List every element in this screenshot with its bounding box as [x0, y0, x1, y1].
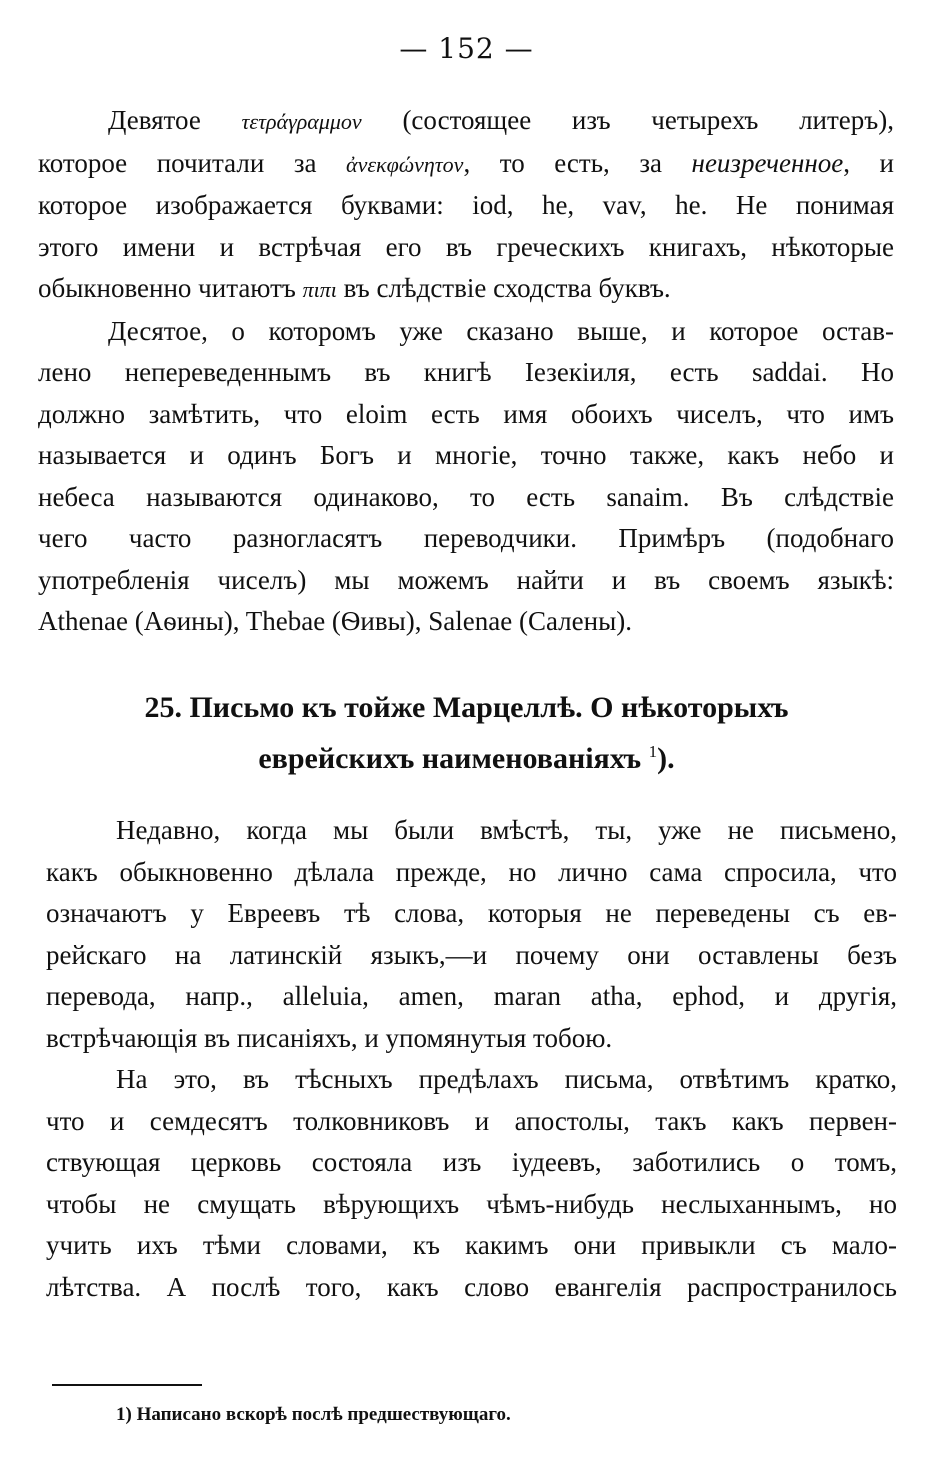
footnote: 1) Написано вскорѣ послѣ предшествующаго.	[116, 1404, 511, 1425]
greek-term: τετράγραμμον	[241, 109, 362, 134]
text-line: употребленія чиселъ) мы можемъ найти и въ своемъ языкѣ:	[38, 564, 894, 595]
page-number: — 152 —	[399, 32, 534, 65]
text-line: чтобы не смущать вѣрующихъ чѣмъ-нибудь неслыханнымъ, но	[46, 1188, 897, 1219]
text-line: чего часто разногласятъ переводчики. Примѣръ (подобнаго	[38, 523, 894, 553]
section-heading	[0, 686, 933, 781]
text-line: означаютъ у Евреевъ тѣ слова, которыя не переведены съ ев-	[46, 898, 897, 928]
text-line: Девятое τετράγραμμον (состоящее изъ четырехъ литеръ),	[108, 105, 894, 135]
footnote-divider	[52, 1384, 202, 1386]
text-line: небеса называются одинаково, то есть sanaim. Въ слѣдствіе	[38, 481, 894, 512]
text-line: что и семдесятъ толковниковъ и апостолы, такъ какъ первен-	[46, 1105, 897, 1136]
text-line: лено непереведеннымъ въ книгѣ Іезекіиля, есть saddai. Но	[38, 357, 894, 387]
text-line: встрѣчающія въ писаніяхъ, и упомянутыя тобою.	[46, 1022, 613, 1053]
heading-line-1: 25. Письмо къ тойже Марцеллѣ. О нѣкоторыхъ	[144, 691, 789, 724]
text-line: Десятое, о которомъ уже сказано выше, и которое остав-	[108, 315, 894, 346]
text-line: рейскаго на латинскій языкъ,—и почему они оставлены безъ	[46, 939, 897, 970]
text-block-1	[38, 100, 894, 643]
text-line: какъ обыкновенно дѣлала прежде, но лично сама спросила, что	[46, 856, 897, 887]
text-line: которое почитали за ἀνεκφώνητον, то есть, за неизреченное, и	[38, 147, 894, 178]
text-block-2	[46, 810, 897, 1308]
text-line: Athenae (Аѳины), Thebae (Ѳивы), Salenae (Салены).	[38, 606, 632, 636]
text-line: лѣтства. А послѣ того, какъ слово евангелія распространилось	[46, 1271, 897, 1302]
italic-term: неизреченное	[691, 147, 844, 178]
heading-line-2: еврейскихъ наименованіяхъ $^1$).	[258, 742, 675, 775]
text-line: этого имени и встрѣчая его въ греческихъ книгахъ, нѣкоторые	[38, 231, 894, 262]
text-line: ствующая церковь состояла изъ іудеевъ, заботились о томъ,	[46, 1147, 897, 1177]
text-line: перевода, напр., alleluia, amen, maran atha, ephod, и другія,	[46, 981, 897, 1011]
text-line: должно замѣтить, что eloim есть имя обоихъ чиселъ, что имъ	[38, 398, 894, 429]
text-line: которое изображается буквами: iod, he, vav, he. Не понимая	[38, 190, 894, 220]
text-line: называется и одинъ Богъ и многіе, точно также, какъ небо и	[38, 440, 894, 470]
footnote-marker: 1	[648, 742, 658, 761]
text-line: обыкновенно читаютъ πιπι въ слѣдствіе сходства буквъ.	[38, 273, 671, 303]
greek-term: ἀνεκφώνητον	[346, 151, 464, 177]
text-line: учить ихъ тѣми словами, къ какимъ они привыкли съ мало-	[46, 1230, 897, 1260]
text-line: На это, въ тѣсныхъ предѣлахъ письма, отвѣтимъ кратко,	[116, 1064, 897, 1094]
greek-term: πιπι	[302, 277, 337, 302]
text-line: Недавно, когда мы были вмѣстѣ, ты, уже не письмено,	[116, 815, 897, 845]
